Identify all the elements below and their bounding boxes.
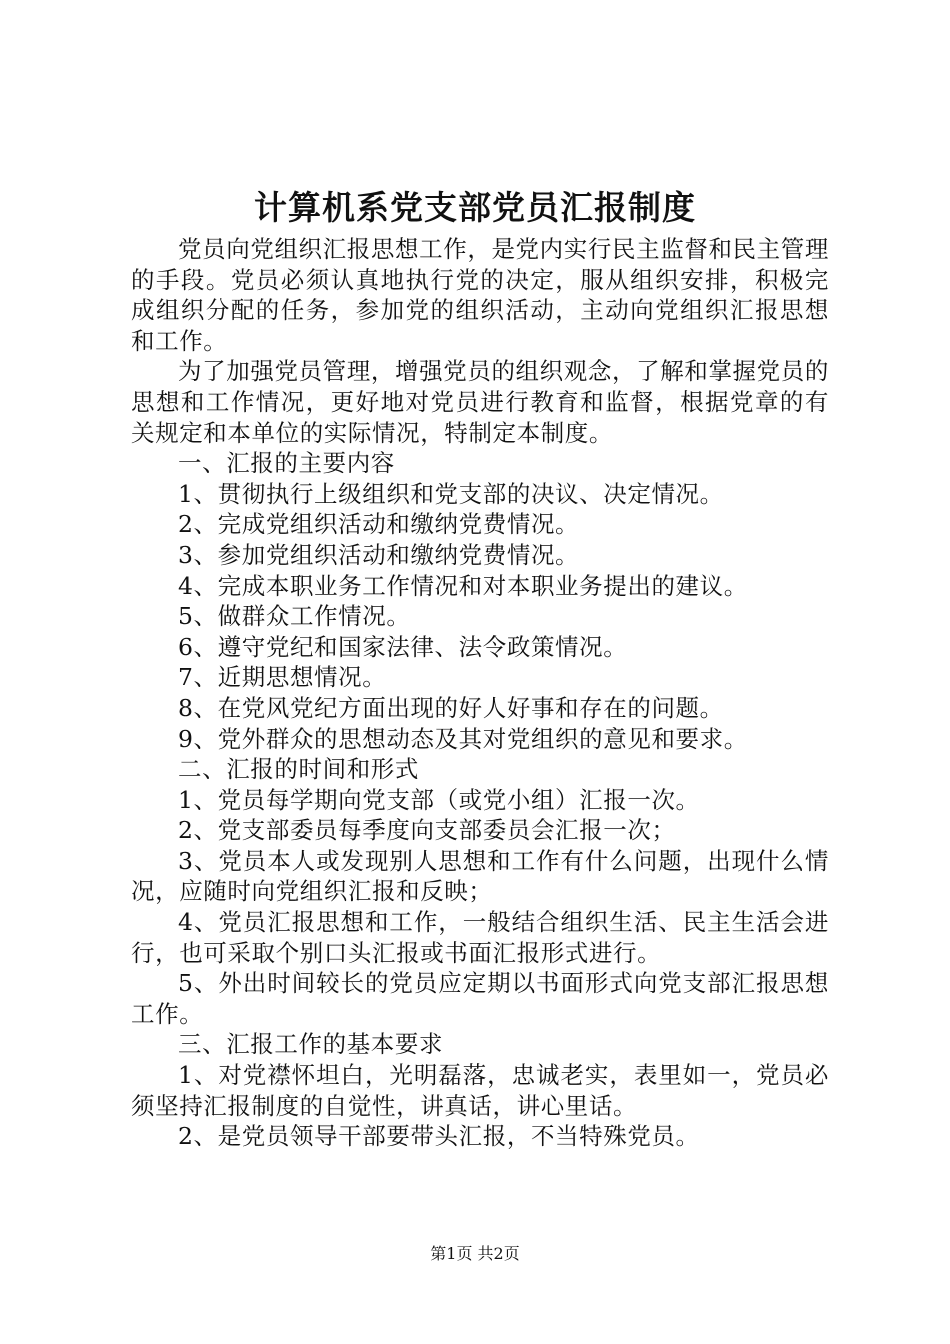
list-item: 5、做群众工作情况。 <box>178 602 411 631</box>
page-footer: 第1页 共2页 <box>430 1244 520 1263</box>
list-item: 4、党员汇报思想和工作，一般结合组织生活、民主生活会进行，也可采取个别口头汇报或书面汇报形式进行。 <box>131 908 829 967</box>
list-item: 2、是党员领导干部要带头汇报，不当特殊党员。 <box>178 1122 700 1151</box>
list-item: 1、党员每学期向党支部（或党小组）汇报一次。 <box>178 785 700 814</box>
document-title: 计算机系党支部党员汇报制度 <box>254 188 696 227</box>
document-body <box>131 234 829 1152</box>
list-item: 9、党外群众的思想动态及其对党组织的意见和要求。 <box>178 724 748 753</box>
list-item: 1、对党襟怀坦白，光明磊落，忠诚老实，表里如一，党员必须坚持汇报制度的自觉性，讲真话，讲心里话。 <box>131 1061 829 1120</box>
list-item: 3、党员本人或发现别人思想和工作有什么问题，出现什么情况，应随时向党组织汇报和反映； <box>131 846 829 906</box>
paragraph-purpose: 为了加强党员管理，增强党员的组织观念，了解和掌握党员的思想和工作情况，更好地对党员进行教育和监督，根据党章的有关规定和本单位的实际情况，特制定本制度。 <box>131 357 829 447</box>
section-heading-content: 一、汇报的主要内容 <box>178 449 395 478</box>
list-item: 5、外出时间较长的党员应定期以书面形式向党支部汇报思想工作。 <box>131 969 829 1028</box>
list-item: 8、在党风党纪方面出现的好人好事和存在的问题。 <box>178 693 724 722</box>
list-item: 2、完成党组织活动和缴纳党费情况。 <box>178 510 580 539</box>
section-heading-time-form: 二、汇报的时间和形式 <box>178 755 419 784</box>
list-item: 3、参加党组织活动和缴纳党费情况。 <box>178 540 580 569</box>
list-item: 6、遵守党纪和国家法律、法令政策情况。 <box>178 632 628 661</box>
list-item: 1、贯彻执行上级组织和党支部的决议、决定情况。 <box>178 479 724 508</box>
section-heading-requirements: 三、汇报工作的基本要求 <box>178 1030 444 1059</box>
paragraph-intro: 党员向党组织汇报思想工作，是党内实行民主监督和民主管理的手段。党员必须认真地执行党的决定，服从组织安排，积极完成组织分配的任务，参加党的组织活动，主动向党组织汇报思想和工作。 <box>131 235 829 355</box>
list-item: 2、党支部委员每季度向支部委员会汇报一次； <box>178 816 676 845</box>
list-item: 7、近期思想情况。 <box>178 663 387 692</box>
list-item: 4、完成本职业务工作情况和对本职业务提出的建议。 <box>178 571 748 600</box>
